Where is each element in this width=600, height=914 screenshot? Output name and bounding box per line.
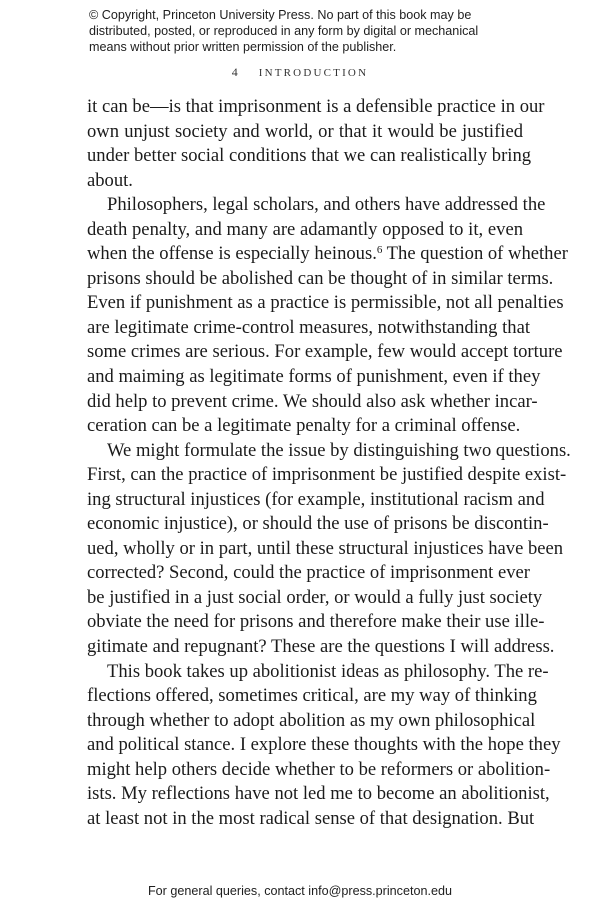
copyright-line: distributed, posted, or reproduced in any form by digital or mechanical <box>89 24 479 38</box>
text-line: Even if punishment as a practice is permissible, not all penalties <box>87 292 564 314</box>
text-line: are legitimate crime-control measures, notwithstanding that <box>87 316 531 338</box>
running-head <box>0 65 600 80</box>
text-line-with-footnote <box>87 242 568 267</box>
text-line: ued, wholly or in part, until these structural injustices have been <box>87 537 564 559</box>
paragraph-4 <box>87 660 561 832</box>
paragraph-1 <box>87 95 545 193</box>
paragraph-2 <box>87 193 568 438</box>
text-line: ceration can be a legitimate penalty for a criminal offense. <box>87 415 521 437</box>
text-line: ists. My reflections have not led me to become an abolitionist, <box>87 783 550 805</box>
text-line: First, can the practice of imprisonment be justified despite exist- <box>87 464 567 486</box>
text-line: gitimate and repugnant? These are the questions I will address. <box>87 636 555 658</box>
text-line: through whether to adopt abolition as my own philosophical <box>87 709 536 731</box>
footer-contact: For general queries, contact info@press.princeton.edu <box>147 884 452 898</box>
text-line: Philosophers, legal scholars, and others have addressed the <box>107 194 546 216</box>
text-line: under better social conditions that we can realistically bring <box>87 145 532 167</box>
text-line: economic injustice), or should the use of prisons be discontin- <box>87 513 549 535</box>
text-segment: when the offense is especially heinous. <box>87 243 377 265</box>
text-line: We might formulate the issue by distinguishing two questions. <box>107 439 571 461</box>
text-line: and maiming as legitimate forms of punishment, even if they <box>87 366 541 388</box>
text-line: some crimes are serious. For example, few would accept torture <box>87 341 563 363</box>
text-line: be justified in a just social order, or would a fully just society <box>87 586 543 608</box>
text-segment: The question of whether <box>382 243 568 265</box>
text-line: This book takes up abolitionist ideas as philosophy. The re- <box>107 660 549 682</box>
text-line: ing structural injustices (for example, institutional racism and <box>87 488 545 510</box>
copyright-line: © Copyright, Princeton University Press. No part of this book may be <box>89 8 472 22</box>
text-line: obviate the need for prisons and therefore make their use ille- <box>87 611 545 633</box>
copyright-notice <box>89 7 529 55</box>
text-line: corrected? Second, could the practice of imprisonment ever <box>87 562 530 584</box>
paragraph-3 <box>87 439 571 660</box>
text-line: might help others decide whether to be reformers or abolition- <box>87 758 551 780</box>
footnote-reference[interactable]: 6 <box>376 244 383 257</box>
text-line: and political stance. I explore these thoughts with the hope they <box>87 734 561 756</box>
text-line: own unjust society and world, or that it would be justified <box>87 120 523 142</box>
chapter-title: INTRODUCTION <box>258 67 369 79</box>
text-line: it can be—is that imprisonment is a defensible practice in our <box>87 96 545 117</box>
text-line: flections offered, sometimes critical, are my way of thinking <box>87 685 537 707</box>
text-line: at least not in the most radical sense of that designation. But <box>87 807 535 829</box>
text-line: about. <box>87 169 133 191</box>
page-number: 4 <box>231 65 238 79</box>
body-text <box>87 95 571 831</box>
text-line: prisons should be abolished can be thought of in similar terms. <box>87 267 554 289</box>
copyright-line: means without prior written permission of the publisher. <box>89 40 397 54</box>
text-line: death penalty, and many are adamantly opposed to it, even <box>87 218 523 240</box>
text-line: did help to prevent crime. We should also ask whether incar- <box>87 390 538 412</box>
